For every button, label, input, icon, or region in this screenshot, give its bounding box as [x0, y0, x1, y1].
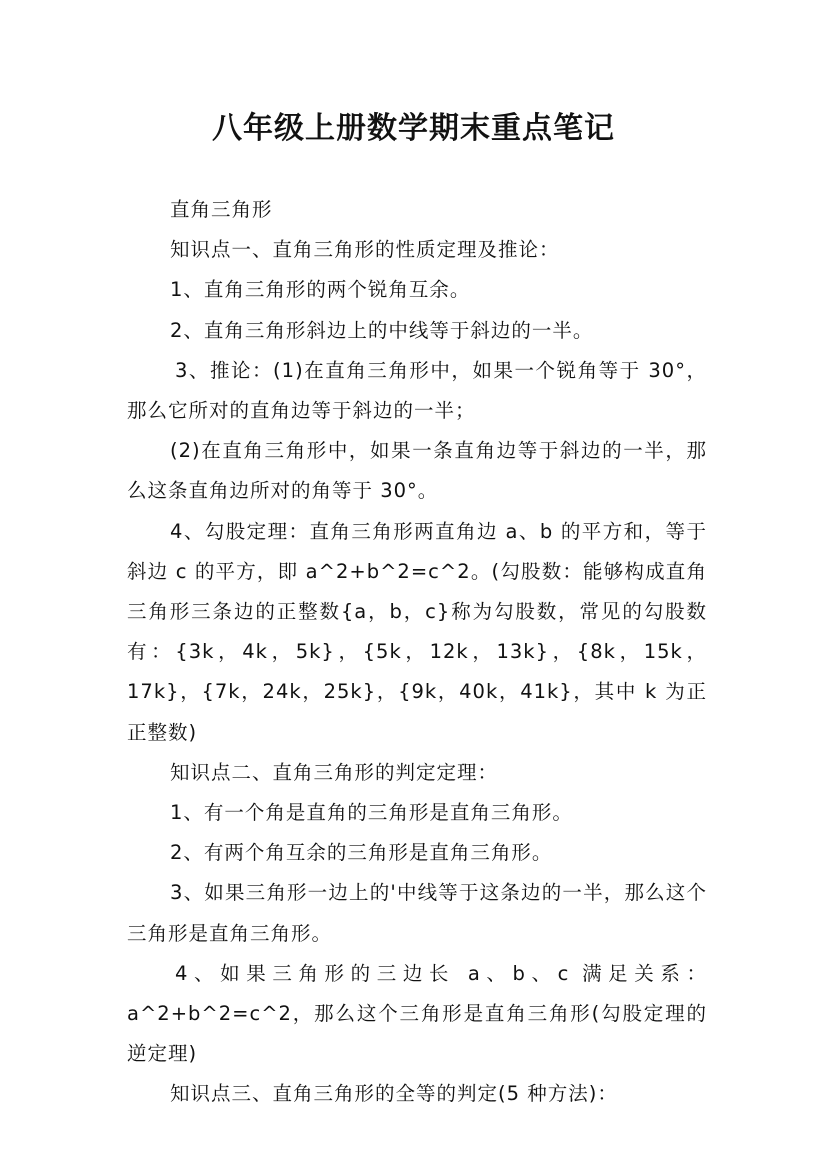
list-item: (2)在直角三角形中，如果一条直角边等于斜边的一半，那么这条直角边所对的角等于 30°。 — [127, 439, 707, 503]
document-body — [127, 190, 707, 1115]
document-title: 八年级上册数学期末重点笔记 — [212, 111, 615, 146]
list-item: 2、直角三角形斜边上的中线等于斜边的一半。 — [170, 318, 594, 342]
list-item: 4、如果三角形的三边长 a、b、c 满足关系：a^2+b^2=c^2，那么这个三角形是直角三角形(勾股定理的逆定理) — [127, 961, 707, 1066]
list-item: 3、如果三角形一边上的'中线等于这条边的一半，那么这个三角形是直角三角形。 — [127, 881, 707, 945]
list-item: 1、有一个角是直角的三角形是直角三角形。 — [170, 801, 573, 825]
list-item: 3、推论：(1)在直角三角形中，如果一个锐角等于 30°，那么它所对的直角边等于斜边的一半； — [127, 358, 707, 423]
list-item: 4、勾股定理：直角三角形两直角边 a、b 的平方和，等于斜边 c 的平方，即 a^2+b^2=c^2。(勾股数：能够构成直角三角形三条边的正整数{a，b，c}称为勾股数，常见的勾股数有：{3k，4k，5k}，{5k，12k，13k}，{8k，15k，17k}，{7k，24k，25k}，{9k，40k，41k}，其中 k 为正正整数) — [127, 519, 707, 744]
list-item: 2、有两个角互余的三角形是直角三角形。 — [170, 841, 553, 865]
section-heading: 直角三角形 — [170, 198, 273, 221]
knowledge-point-heading: 知识点二、直角三角形的判定定理： — [170, 760, 499, 784]
knowledge-point-heading: 知识点一、直角三角形的性质定理及推论： — [170, 238, 560, 262]
list-item: 1、直角三角形的两个锐角互余。 — [170, 278, 471, 302]
knowledge-point-heading: 知识点三、直角三角形的全等的判定(5 种方法)： — [170, 1082, 618, 1106]
